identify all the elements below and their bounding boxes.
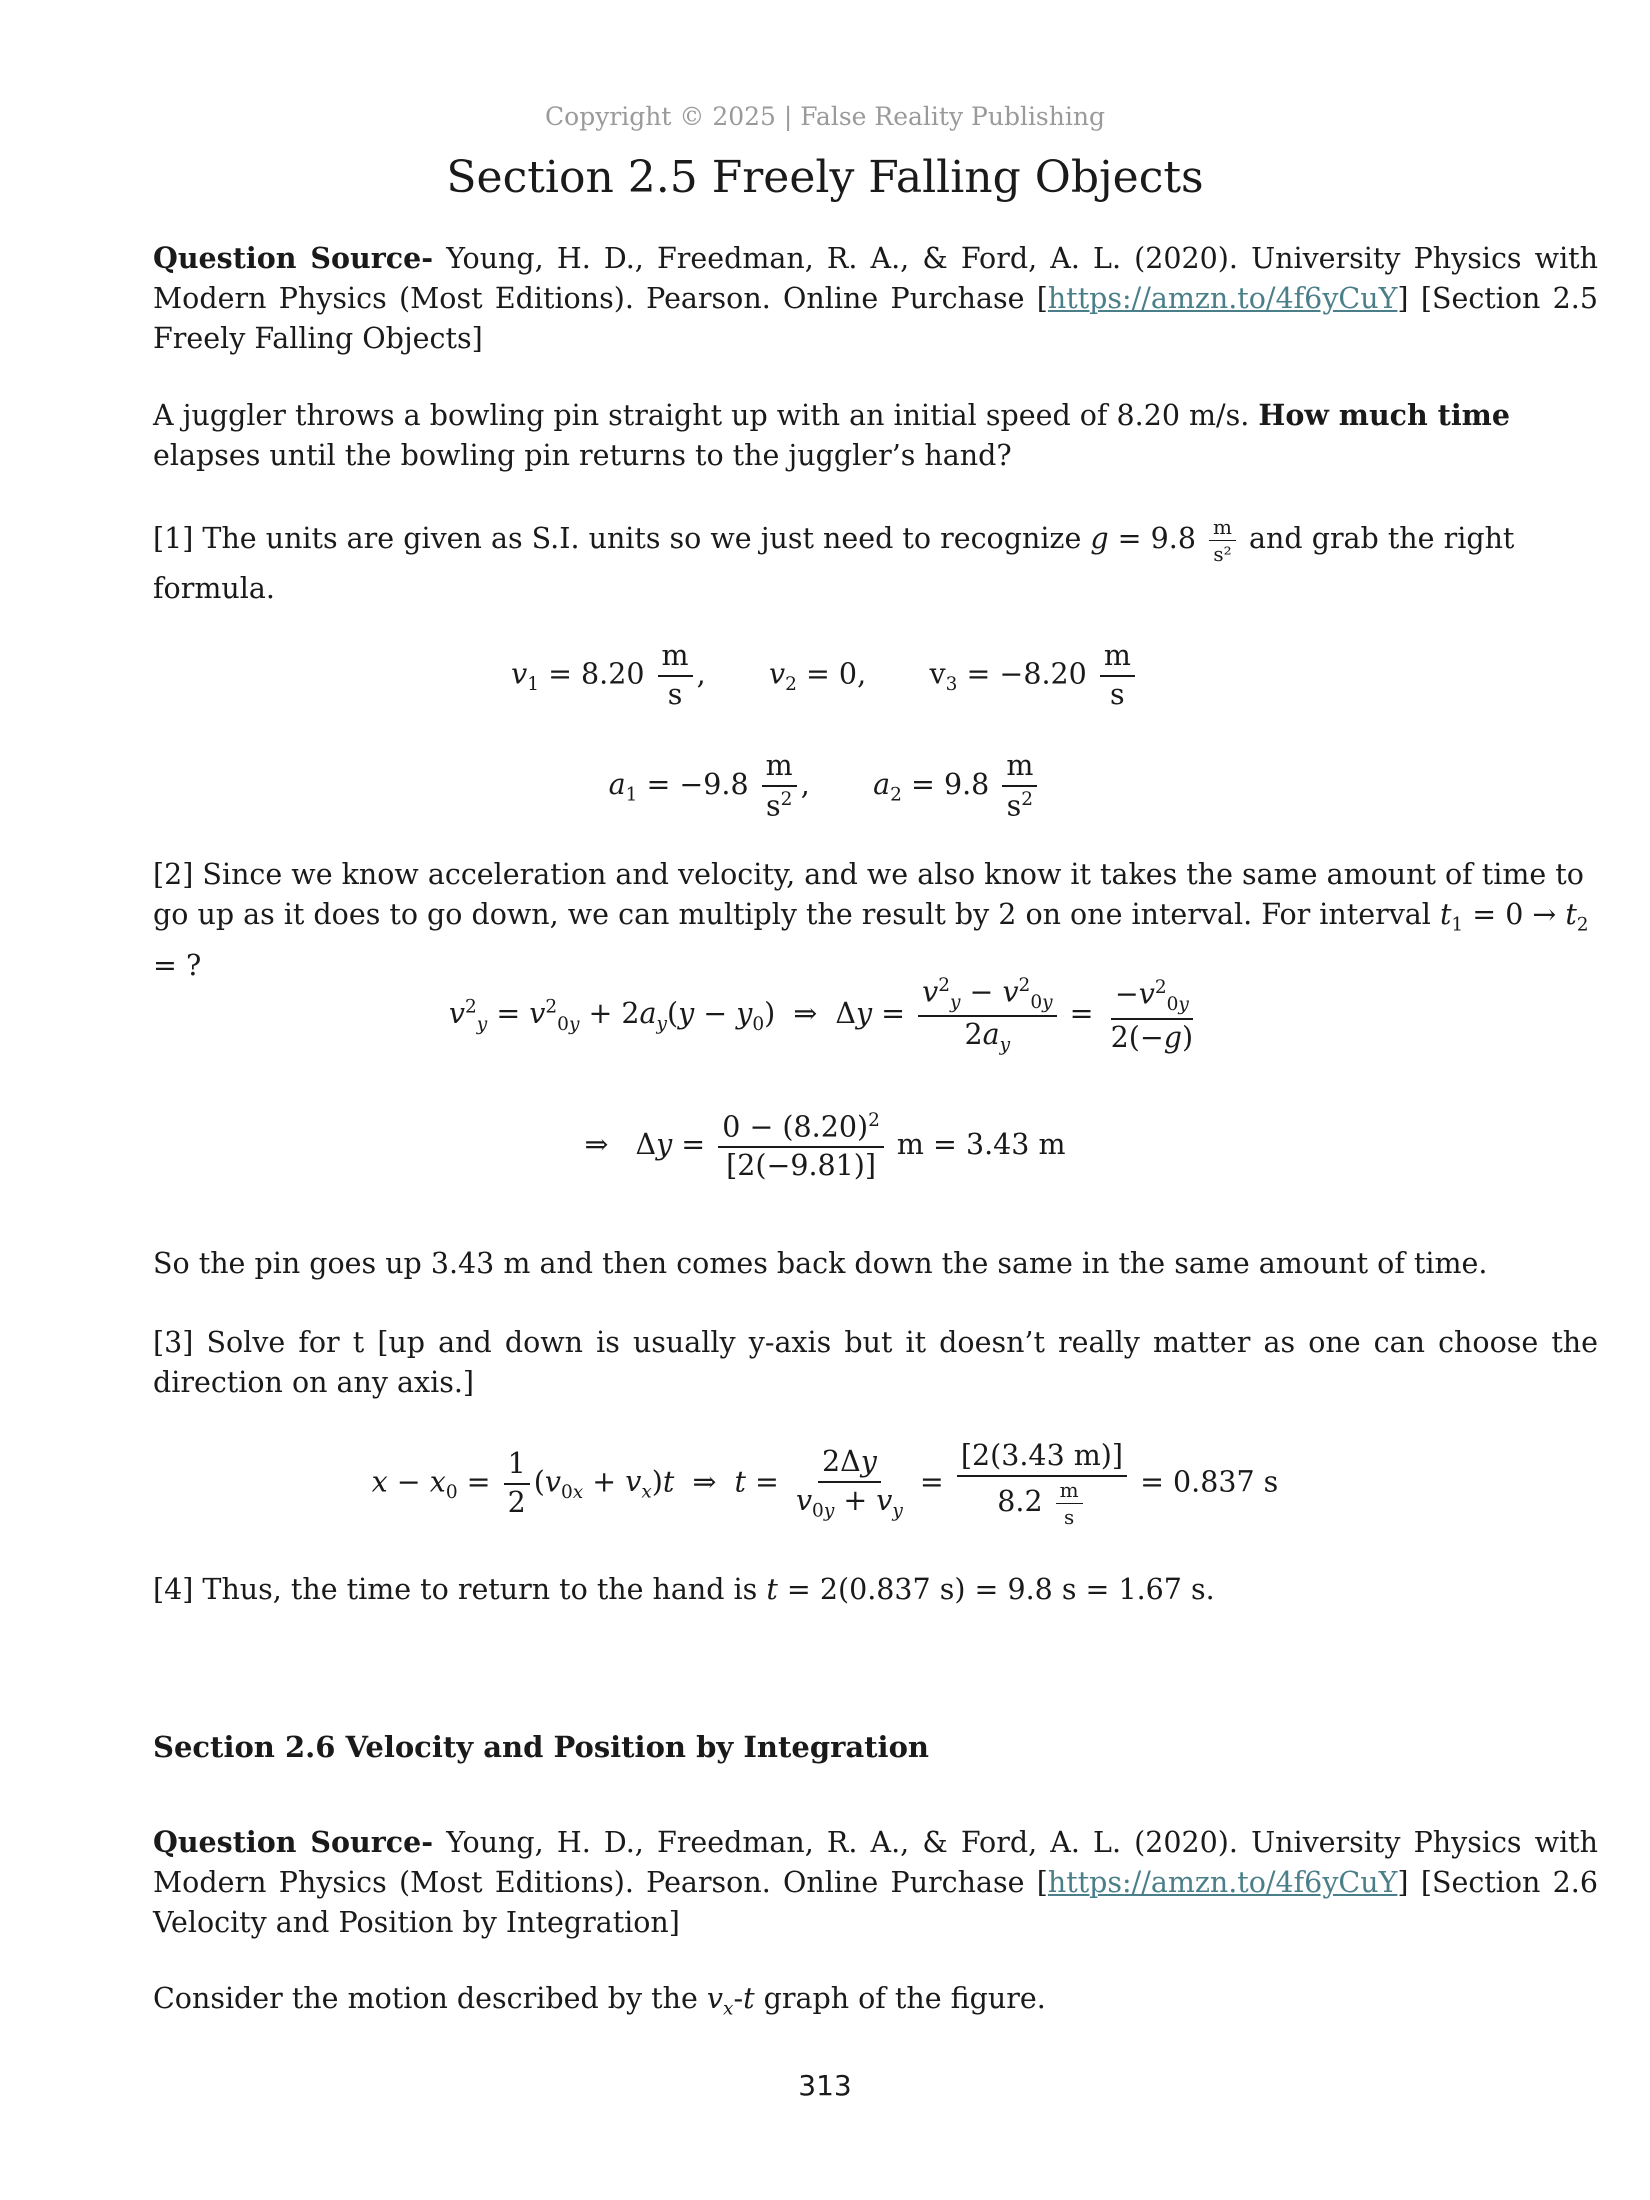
gravity-units: $\frac{m}{\text{s²}}$ bbox=[1209, 516, 1236, 565]
page-number: 313 bbox=[798, 2069, 852, 2102]
question-source-2 bbox=[153, 1822, 1598, 1943]
section-2-6-heading: Section 2.6 Velocity and Position by Integration bbox=[153, 1730, 930, 1764]
time-equation: $x - x_0$ = $\frac{1}{2}$ $(v_{0x} + v_x)t$ ⇒ t = $\frac{2\Delta y}{v_{0y} + v_y}$ = [2(3.43 m)] 8.2 $\frac{m}{s}$ = 0.837 s bbox=[371, 1439, 1279, 1529]
problem-text-end: elapses until the bowling pin returns to the juggler’s hand? bbox=[153, 439, 1012, 472]
consider-text-start: Consider the motion described by the bbox=[153, 1982, 707, 2015]
question-source-section: ] [Section 2.5 Freely Falling Objects] bbox=[153, 282, 1598, 355]
gravity-equation: g bbox=[1090, 522, 1109, 555]
question-source-text: Young, H. D., Freedman, R. A., & Ford, A. L. (2020). University Physics with Modern Physics (Most Editions). Pearson. Online Purchase [ bbox=[153, 242, 1598, 315]
step-4: [4] Thus, the time to return to the hand is t = 2(0.837 s) = 9.8 s = 1.67 s. bbox=[153, 1573, 1215, 1606]
summary-text: So the pin goes up 3.43 m and then comes back down the same in the same amount of time. bbox=[153, 1247, 1488, 1280]
kinematic-equation-1: $v^2_y = v^2_{0y} + 2a_y(y - y_0)$ ⇒ Δy = $\frac{v^2_y - v^2_{0y}}{2a_y}$ = $\frac{-v^2_{0y}}{2(-g)}$ bbox=[448, 975, 1194, 1057]
velocity-equations: $v_1 = 8.20$ $\frac{m}{s}$ , $v_2 = 0$, $v_3 = -8.20$ $\frac{m}{s}$ bbox=[0, 640, 1650, 712]
source-link[interactable]: https://amzn.to/4f6yCuY bbox=[1047, 1866, 1398, 1899]
acceleration-equations: $a_1 = -9.8$ $\frac{m}{s^2}$ , $a_2 = 9.8$ $\frac{m}{s^2}$ bbox=[0, 750, 1650, 823]
consider-text-end: graph of the figure. bbox=[754, 1982, 1046, 2015]
step-1-text: [1] The units are given as S.I. units so we just need to recognize bbox=[153, 522, 1091, 555]
step-4-text: [4] Thus, the time to return to the hand is bbox=[153, 1573, 767, 1606]
source-link[interactable]: https://amzn.to/4f6yCuY bbox=[1047, 282, 1398, 315]
step-1-text-end: and grab the right formula. bbox=[153, 522, 1515, 605]
problem-statement bbox=[153, 395, 1598, 476]
copyright-header: Copyright © 2025 | False Reality Publishing bbox=[545, 102, 1105, 131]
step-3: [3] Solve for t [up and down is usually y-axis but it doesn’t really matter as one can choose the direction on any axis.] bbox=[153, 1326, 1598, 1399]
step-1: [1] The units are given as S.I. units so we just need to recognize g = 9.8 $\frac{m}{\text{s²}}$ and grab the right formula. bbox=[153, 515, 1515, 605]
step-2: [2] Since we know acceleration and velocity, and we also know it takes the same amount of time to go up as it does to go down, we can multiply the result by 2 on one interval. For interval $t_1 = 0 \to t_2$ = ? bbox=[153, 858, 1589, 982]
consider-text: Consider the motion described by the $v_x-t$ graph of the figure. bbox=[153, 1982, 1046, 2020]
step-2-text: [2] Since we know acceleration and velocity, and we also know it takes the same amount of time to go up as it does to go down, we can multiply the result by 2 on one interval. For interval bbox=[153, 858, 1584, 931]
question-source-1 bbox=[153, 238, 1598, 359]
displacement-result: ⇒ Δy = $\frac{0 - (8.20)^2}{[2(-9.81)]}$ m = 3.43 m bbox=[584, 1110, 1066, 1183]
question-source-text: Young, H. D., Freedman, R. A., & Ford, A. L. (2020). University Physics with Modern Physics (Most Editions). Pearson. Online Purchase [ bbox=[153, 1826, 1598, 1899]
problem-text: A juggler throws a bowling pin straight up with an initial speed of 8.20 m/s. bbox=[153, 399, 1259, 432]
question-source-section: ] [Section 2.6 Velocity and Position by Integration] bbox=[153, 1866, 1598, 1939]
page-title: Section 2.5 Freely Falling Objects bbox=[446, 152, 1204, 203]
problem-emphasis: How much time bbox=[1258, 398, 1510, 432]
question-source-label: Question Source- bbox=[153, 241, 434, 275]
question-source-label: Question Source- bbox=[153, 1825, 434, 1859]
